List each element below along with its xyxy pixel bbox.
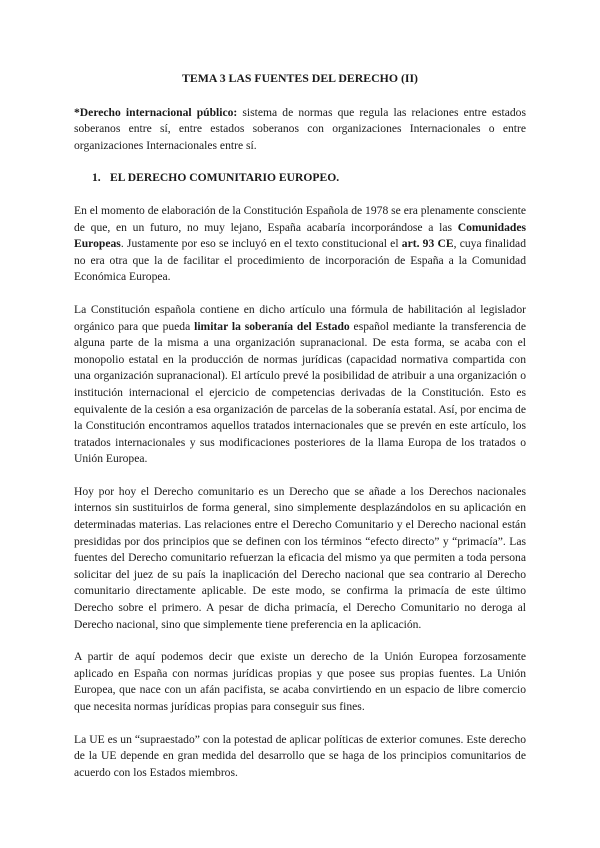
page-title: TEMA 3 LAS FUENTES DEL DERECHO (II) [182, 71, 418, 85]
paragraph-1-text-b: . Justamente por eso se incluyó en el texto constitucional el [120, 237, 402, 251]
paragraph-4: A partir de aquí podemos decir que existe un derecho de la Unión Europea forzosamente aplicado en España con normas jurídicas propias y que posee sus propias fuentes. La Unión Europea, que nace con un afán pacifista, se acaba convirtiendo en un espacio de libre comercio que necesita normas jurídicas propias para conseguir sus fines. [74, 650, 526, 713]
paragraph-1-text-a: En el momento de elaboración de la Constitución Española de 1978 se era plenamente consciente de que, en un futuro, no muy lejano, España acabaría incorporándose a las [74, 203, 527, 234]
paragraph-1-bold-a: Comunidades Europeas [74, 220, 526, 251]
definition-term: *Derecho internacional público: [74, 105, 238, 119]
paragraph-3: Hoy por hoy el Derecho comunitario es un Derecho que se añade a los Derechos nacionales internos sin sustituirlos de forma general, sino simplemente desplazándolos en su aplicación en determinadas materias. Las relaciones entre el Derecho Comunitario y el Derecho nacional están presididas por dos principios que se definen con los términos “efecto directo” y “primacía”. Las fuentes del Derecho comunitario refuerzan la eficacia del mismo ya que permiten a toda persona solicitar del juez de su país la inaplicación del Derecho nacional que sea contrario al Derecho comunitario directamente aplicable. De este modo, se confirma la primacía de este último Derecho sobre el primero. A pesar de dicha primacía, el Derecho Comunitario no deroga al Derecho nacional, sino que simplemente tiene preferencia en la aplicación. [74, 484, 526, 631]
paragraph-1-bold-b: art. 93 CE [401, 237, 454, 251]
paragraph-2-text-a: La Constitución española contiene en dicho artículo una fórmula de habilitación al legislador orgánico para que pueda [74, 302, 526, 333]
definition-text: sistema de normas que regula las relaciones entre estados soberanos entre sí, entre estados soberanos con organizaciones Internacionales o entre organizaciones Internacionales entre sí. [74, 105, 526, 152]
section-heading [74, 170, 526, 187]
definition-paragraph [74, 105, 526, 155]
paragraph-2-text-b: español mediante la transferencia de alguna parte de la misma a una organización supranacional. De esta forma, se acaba con el monopolio estatal en la producción de normas jurídicas (capacidad normativa compartida con una organización supranacional). El artículo prevé la posibilidad de atribuir a una organización o institución internacional el ejercicio de competencias derivadas de la Constitución. Esto es equivalente de la cesión a esa organización de parcelas de la soberanía estatal. Así, por encima de la Constitución encontramos aquellos tratados internacionales que se prevén en este artículo, los tratados internacionales y sus modificaciones posteriores de la llama Europa de los tratados o Unión Europea. [74, 319, 526, 466]
paragraph-1-text-c: , cuya finalidad no era otra que la de facilitar el procedimiento de incorporación de España a la Comunidad Económica Europea. [74, 237, 526, 284]
section-title: EL DERECHO COMUNITARIO EUROPEO. [110, 171, 340, 185]
paragraph-1 [74, 203, 526, 286]
paragraph-2 [74, 302, 526, 468]
paragraph-5: La UE es un “supraestado” con la potestad de aplicar políticas de exterior comunes. Este derecho de la UE depende en gran medida del desarrollo que se haga de los principios comunitarios de acuerdo con los Estados miembros. [74, 732, 526, 779]
paragraph-2-bold-a: limitar la soberanía del Estado [194, 319, 350, 333]
section-number: 1. [92, 171, 101, 185]
